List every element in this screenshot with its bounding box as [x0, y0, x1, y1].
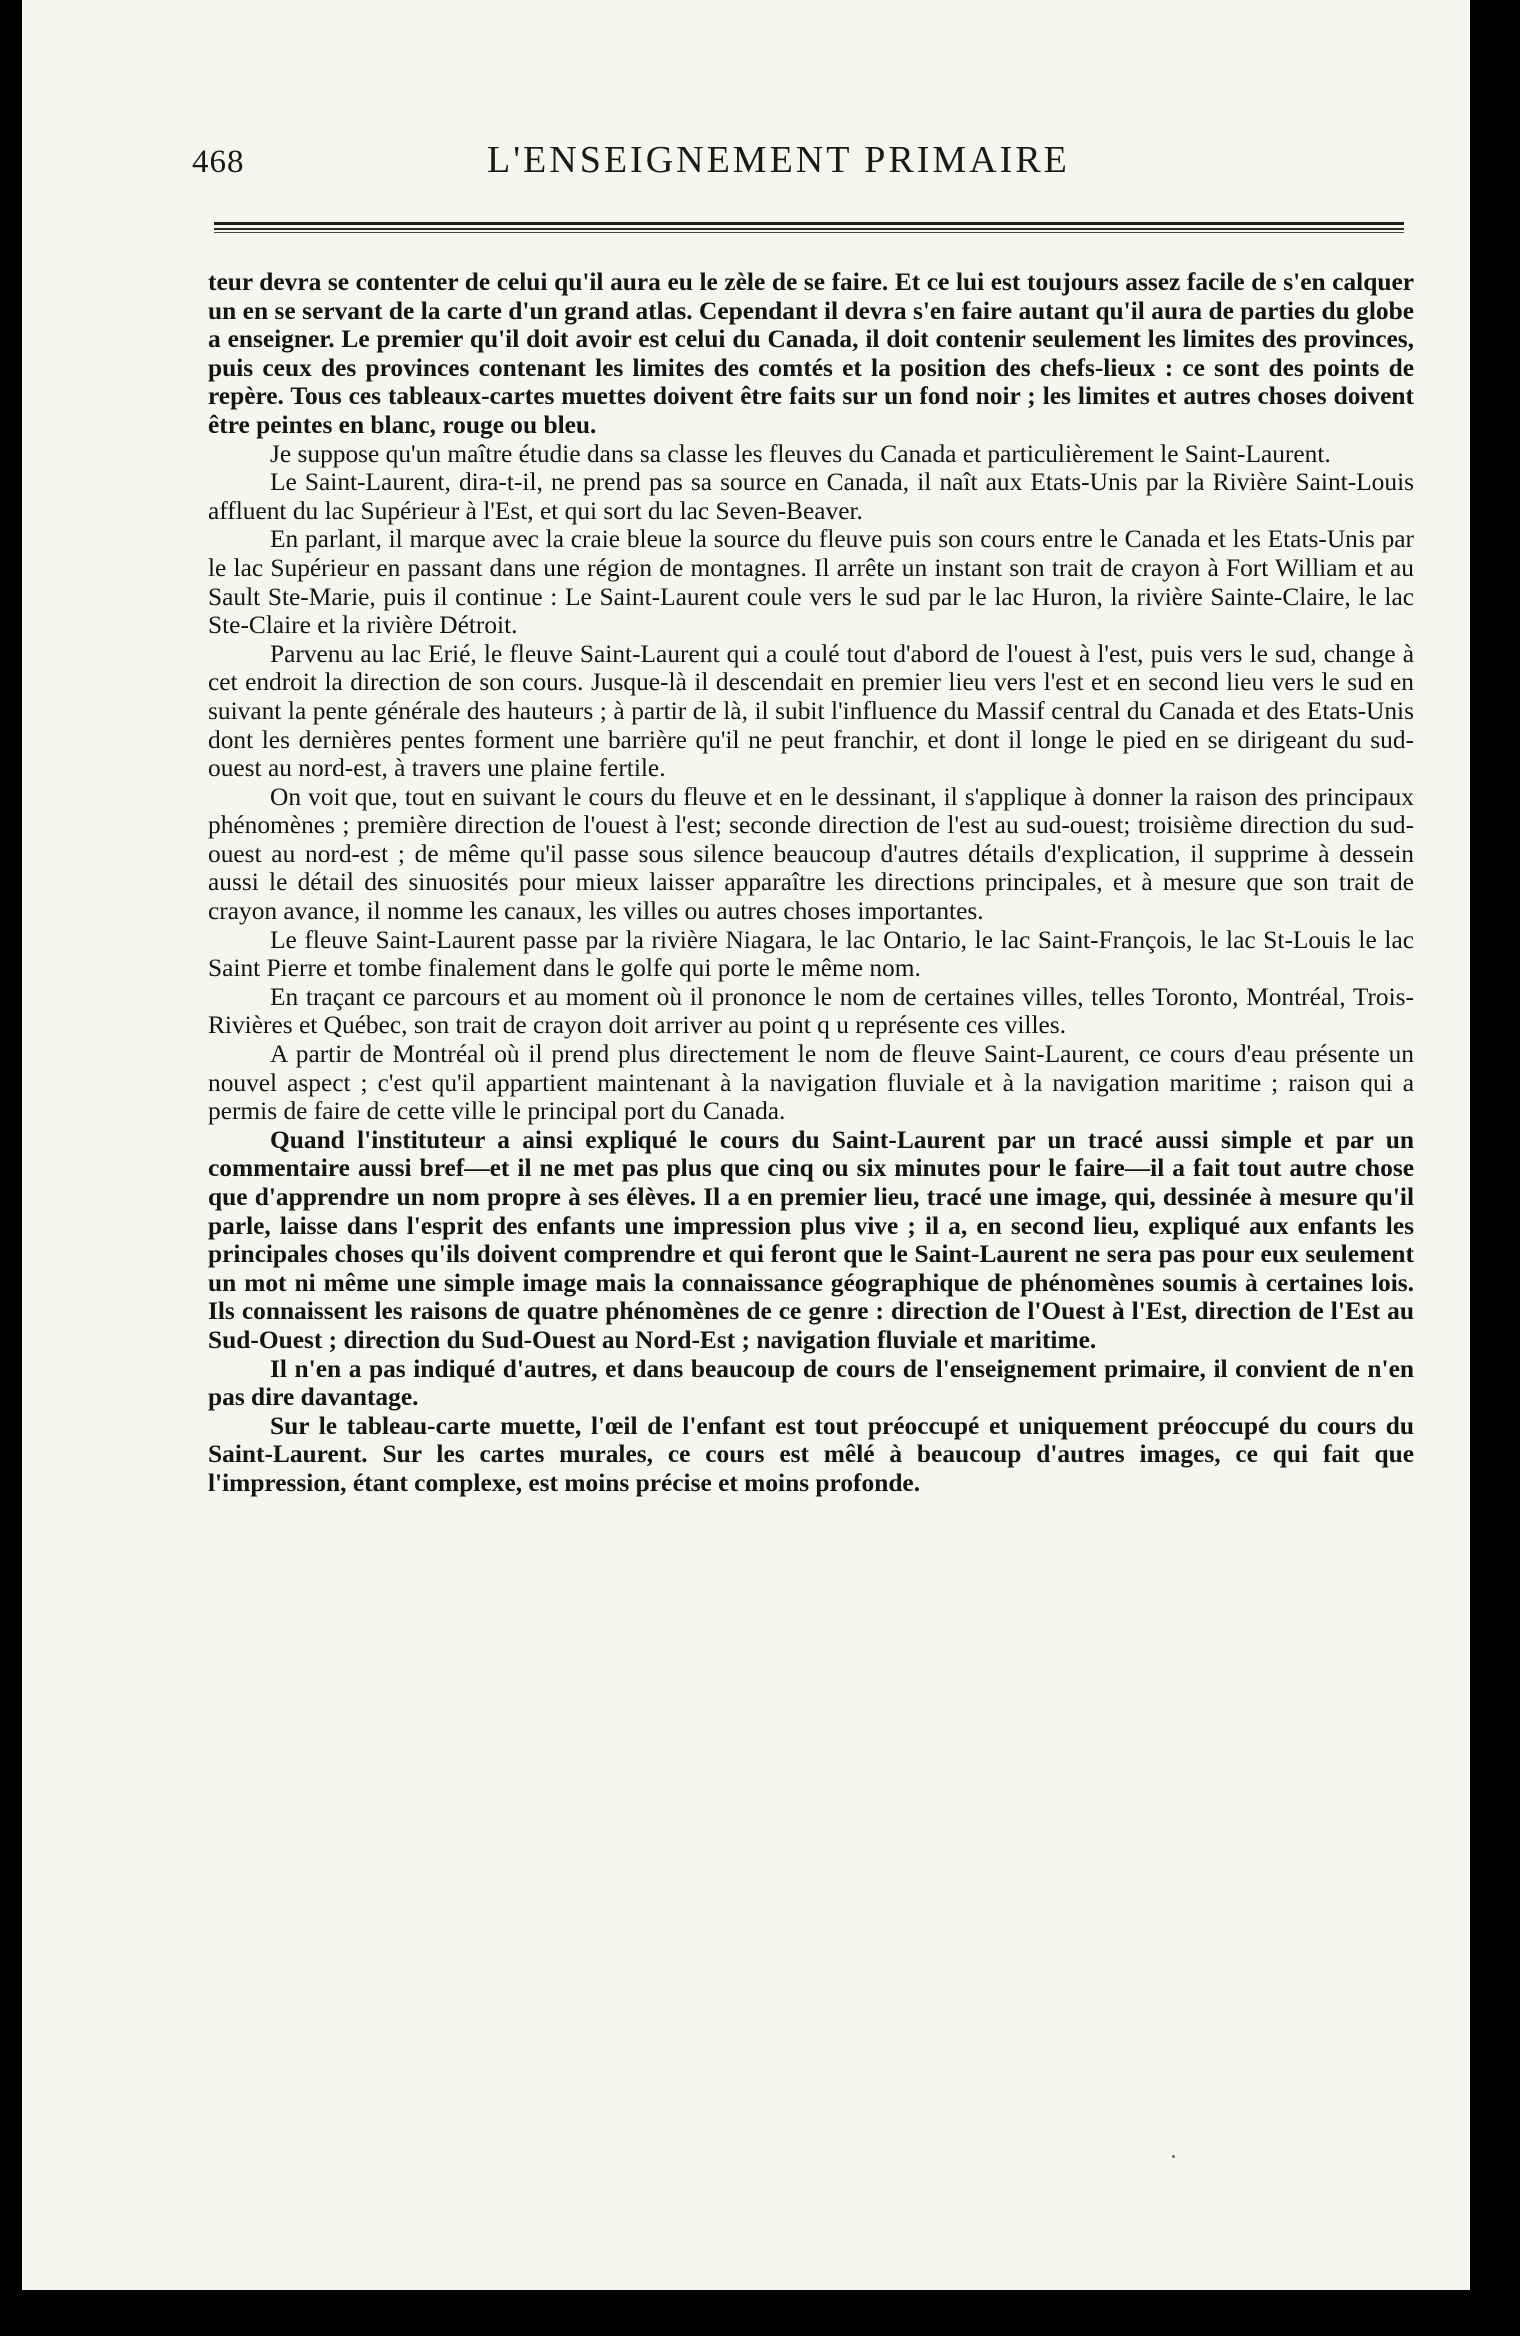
- paragraph-2: Je suppose qu'un maître étudie dans sa classe les fleuves du Canada et particulièrement le Saint-Laurent.: [270, 439, 1331, 468]
- rule-line-thick: [214, 222, 1404, 225]
- paragraph-9: A partir de Montréal où il prend plus directement le nom de fleuve Saint-Laurent, ce cours d'eau présente un nouvel aspect ; c'est qu'il appartient maintenant à la navigation fluviale et à la navigation maritime ; raison qui a permis de faire de cette ville le principal port du Canada.: [208, 1040, 1414, 1126]
- paragraph-3: Le Saint-Laurent, dira-t-il, ne prend pas sa source en Canada, il naît aux Etats-Unis par la Rivière Saint-Louis affluent du lac Supérieur à l'Est, et qui sort du lac Seven-Beaver.: [208, 468, 1414, 525]
- rule-line-thin: [214, 232, 1404, 233]
- body-text: [208, 268, 1414, 1498]
- paragraph-4: En parlant, il marque avec la craie bleue la source du fleuve puis son cours entre le Canada et les Etats-Unis par le lac Supérieur en passant dans une région de montagnes. Il arrête un instant son trait de crayon à Fort William et au Sault Ste-Marie, puis il continue : Le Saint-Laurent coule vers le sud par le lac Huron, la rivière Sainte-Claire, le lac Ste-Claire et la rivière Détroit.: [208, 525, 1414, 640]
- paragraph-1: teur devra se contenter de celui qu'il aura eu le zèle de se faire. Et ce lui est toujours assez facile de s'en calquer un en se servant de la carte d'un grand atlas. Cependant il devra s'en faire autant qu'il aura de parties du globe a enseigner. Le premier qu'il doit avoir est celui du Canada, il doit contenir seulement les limites des provinces, puis ceux des provinces contenant les limites des comtés et la position des chefs-lieux : ce sont des points de repère. Tous ces tableaux-cartes muettes doivent être faits sur un fond noir ; les limites et autres choses doivent être peintes en blanc, rouge ou bleu.: [208, 268, 1414, 439]
- scan-border-bottom: [0, 2290, 1520, 2336]
- header-rule: [214, 222, 1404, 234]
- page-number: 468: [192, 144, 245, 180]
- paragraph-5: Parvenu au lac Erié, le fleuve Saint-Laurent qui a coulé tout d'abord de l'ouest à l'est, puis vers le sud, change à cet endroit la direction de son cours. Jusque-là il descendait en premier lieu vers l'est et en second lieu vers le sud en suivant la pente générale des hauteurs ; à partir de là, il subit l'influence du Massif central du Canada et des Etats-Unis dont les dernières pentes forment une barrière qu'il ne peut franchir, et dont il longe le pied en se dirigeant du sud-ouest au nord-est, à travers une plaine fertile.: [208, 639, 1414, 783]
- scan-border-right: [1470, 0, 1520, 2336]
- paragraph-11: Il n'en a pas indiqué d'autres, et dans beaucoup de cours de l'enseignement primaire, il convient de n'en pas dire davantage.: [208, 1354, 1414, 1412]
- paragraph-7: Le fleuve Saint-Laurent passe par la rivière Niagara, le lac Ontario, le lac Saint-François, le lac St-Louis le lac Saint Pierre et tombe finalement dans le golfe qui porte le même nom.: [208, 925, 1414, 983]
- page-header: [192, 138, 1418, 198]
- running-title: L'ENSEIGNEMENT PRIMAIRE: [487, 139, 1070, 181]
- book-page: [22, 0, 1470, 2290]
- paper-speck: [1172, 2155, 1175, 2158]
- paragraph-8: En traçant ce parcours et au moment où il prononce le nom de certaines villes, telles Toronto, Montréal, Trois-Rivières et Québec, son trait de crayon doit arriver au point q u représente ces villes.: [208, 982, 1414, 1040]
- paragraph-6: On voit que, tout en suivant le cours du fleuve et en le dessinant, il s'applique à donner la raison des principaux phénomènes ; première direction de l'ouest à l'est; seconde direction de l'est au sud-ouest; troisième direction du sud-ouest au nord-est ; de même qu'il passe sous silence beaucoup d'autres détails d'explication, il supprime à dessein aussi le détail des sinuosités pour mieux laisser apparaître les directions principales, et à mesure que son trait de crayon avance, il nomme les canaux, les villes ou autres choses importantes.: [208, 782, 1414, 926]
- paragraph-10: Quand l'instituteur a ainsi expliqué le cours du Saint-Laurent par un tracé aussi simple et par un commentaire aussi bref—et il ne met pas plus que cinq ou six minutes pour le faire—il a fait tout autre chose que d'apprendre un nom propre à ses élèves. Il a en premier lieu, tracé une image, qui, dessinée à mesure qu'il parle, laisse dans l'esprit des enfants une impression plus vive ; il a, en second lieu, expliqué aux enfants les principales choses qu'ils doivent comprendre et qui feront que le Saint-Laurent ne sera pas pour eux seulement un mot ni même une simple image mais la connaissance géographique de phénomènes soumis à certaines lois. Ils connaissent les raisons de quatre phénomènes de ce genre : direction de l'Ouest à l'Est, direction de l'Est au Sud-Ouest ; direction du Sud-Ouest au Nord-Est ; navigation fluviale et maritime.: [208, 1125, 1414, 1354]
- paragraph-12: Sur le tableau-carte muette, l'œil de l'enfant est tout préoccupé et uniquement préoccupé du cours du Saint-Laurent. Sur les cartes murales, ce cours est mêlé à beaucoup d'autres images, ce qui fait que l'impression, étant complexe, est moins précise et moins profonde.: [208, 1411, 1414, 1497]
- rule-line-middle: [214, 228, 1404, 230]
